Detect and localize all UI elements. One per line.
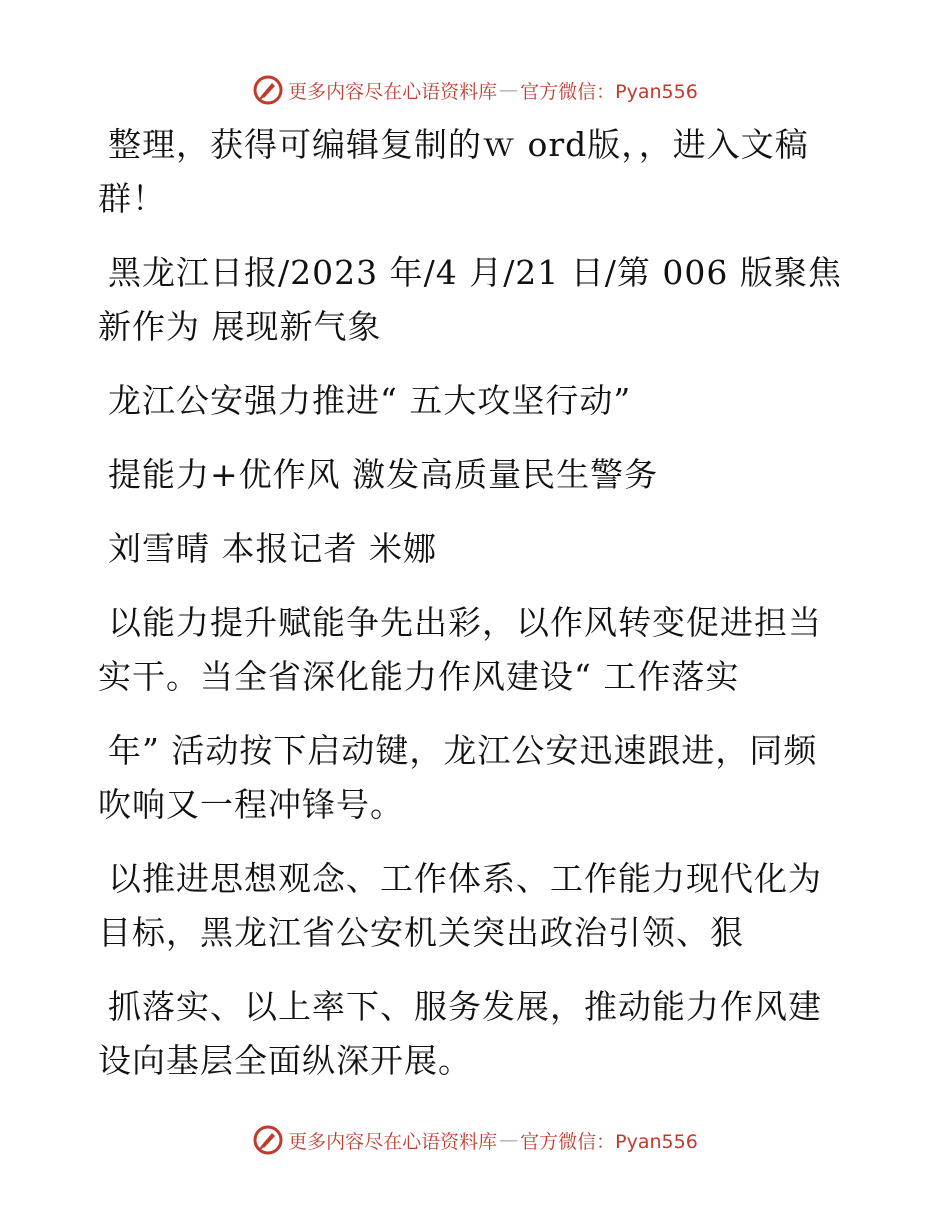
text-line: 黑龙江日报/2023 年/4 月/21 日/第 006 版聚焦 xyxy=(108,253,842,292)
text-line: 以推进思想观念、工作体系、工作能力现代化为 xyxy=(108,859,822,898)
text-line: 年” 活动按下启动键，龙江公安迅速跟进，同频 xyxy=(108,731,818,770)
byline: 刘雪晴 本报记者 米娜 xyxy=(108,529,437,568)
document-body xyxy=(98,118,848,1088)
article-title: 龙江公安强力推进“ 五大攻坚行动” xyxy=(108,381,632,420)
header-watermark xyxy=(0,70,950,110)
text-line: 实干。当全省深化能力作风建设“ 工作落实 xyxy=(98,657,740,696)
quill-circle-logo-icon xyxy=(252,1124,284,1156)
watermark-wechat: 官方微信：Pyan556 xyxy=(520,1130,698,1153)
quill-circle-logo-icon xyxy=(252,74,284,106)
text-line: 整理，获得可编辑复制的ｗ ord版，，进入文稿 xyxy=(108,125,809,164)
text-line: 抓落实、以上率下、服务发展，推动能力作风建 xyxy=(108,987,822,1026)
text-line: 目标，黑龙江省公安机关突出政治引领、狠 xyxy=(98,913,744,952)
watermark-text: 更多内容尽在心语资料库 xyxy=(288,1130,498,1153)
watermark-dash: — xyxy=(499,1129,519,1151)
watermark-text: 更多内容尽在心语资料库 xyxy=(288,80,498,103)
article-subtitle: 提能力+优作风 激发高质量民生警务 xyxy=(108,455,659,494)
footer-watermark xyxy=(0,1120,950,1160)
watermark-dash: — xyxy=(499,79,519,101)
text-line: 以能力提升赋能争先出彩，以作风转变促进担当 xyxy=(108,603,822,642)
text-line: 设向基层全面纵深开展。 xyxy=(98,1041,472,1080)
watermark-wechat: 官方微信：Pyan556 xyxy=(520,80,698,103)
text-line: 新作为 展现新气象 xyxy=(98,307,382,346)
text-line: 吹响又一程冲锋号。 xyxy=(98,785,404,824)
text-line: 群！ xyxy=(98,179,166,218)
